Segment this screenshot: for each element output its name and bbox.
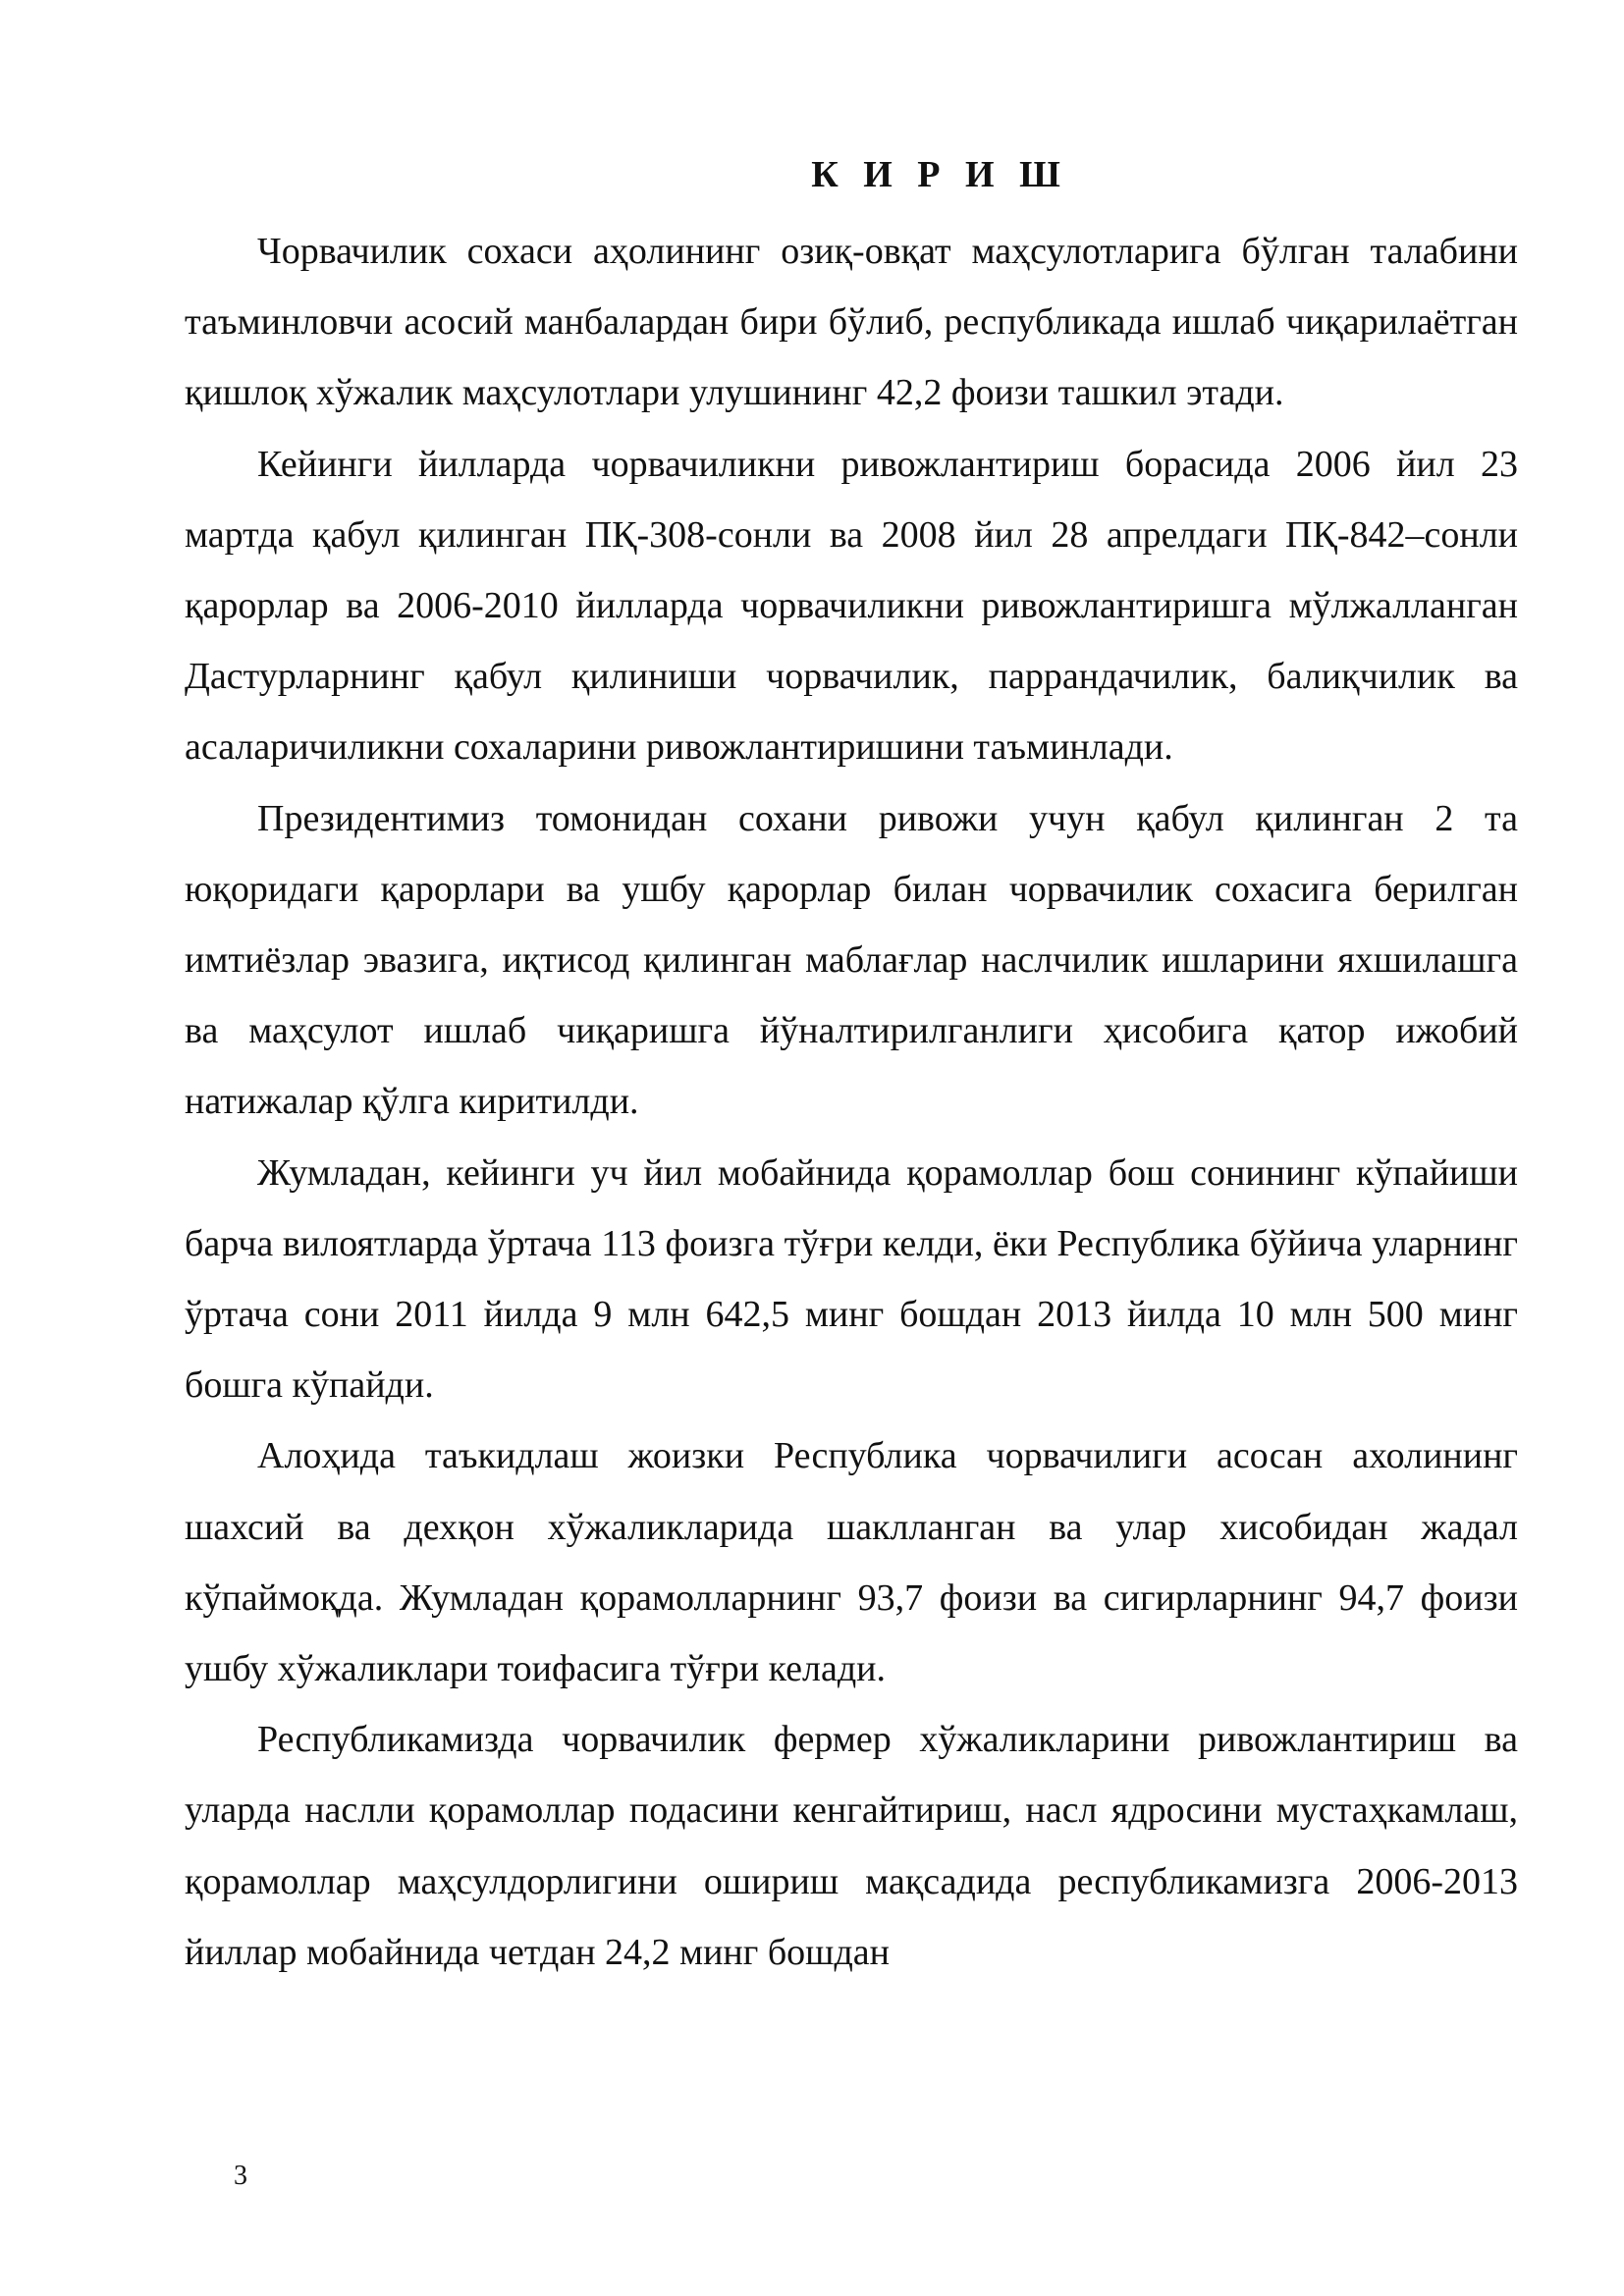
paragraph-6: Республикамизда чорвачилик фермер хўжаликларини ривожлантириш ва уларда наслли қорамоллар подасини кенгайтириш, насл ядросини мустаҳкамлаш, қорамоллар маҳсулдорлигини ошириш мақсадида республикамизга 2006-2013 йиллар мобайнида четдан 24,2 минг бошдан [185,1719,1518,1973]
page-number: 3 [234,2161,247,2191]
document-body [185,147,1518,1988]
paragraph-1: Чорвачилик сохаси аҳолининг озиқ-овқат маҳсулотларига бўлган талабини таъминловчи асосий манбалардан бири бўлиб, республикада ишлаб чиқарилаётган қишлоқ хўжалик маҳсулотлари улушининг 42,2 фоизи ташкил этади. [185,231,1518,414]
document-heading: К И Р И Ш [811,154,1068,195]
paragraph-5: Алоҳида таъкидлаш жоизки Республика чорвачилиги асосан ахолининг шахсий ва дехқон хўжаликларида шаклланган ва улар хисобидан жадал кўпаймоқда. Жумладан қорамолларнинг 93,7 фоизи ва сигирларнинг 94,7 фоизи ушбу хўжаликлари тоифасига тўғри келади. [185,1435,1518,1690]
paragraph-3: Президентимиз томонидан сохани ривожи учун қабул қилинган 2 та юқоридаги қарорлари ва ушбу қарорлар билан чорвачилик сохасига берилган имтиёзлар эвазига, иқтисод қилинган маблағлар наслчилик ишларини яхшилашга ва маҳсулот ишлаб чиқаришга йўналтирилганлиги ҳисобига қатор ижобий натижалар қўлга киритилди. [185,797,1518,1123]
paragraph-2: Кейинги йилларда чорвачиликни ривожлантириш борасида 2006 йил 23 мартда қабул қилинган ПҚ-308-сонли ва 2008 йил 28 апрелдаги ПҚ-842–сонли қарорлар ва 2006-2010 йилларда чорвачиликни ривожлантиришга мўлжалланган Дастурларнинг қабул қилиниши чорвачилик, паррандачилик, балиқчилик ва асаларичиликни сохаларини ривожлантиришини таъминлади. [185,443,1518,769]
paragraph-4: Жумладан, кейинги уч йил мобайнида қорамоллар бош сонининг кўпайиши барча вилоятларда ўртача 113 фоизга тўғри келди, ёки Республика бўйича уларнинг ўртача сони 2011 йилда 9 млн 642,5 минг бошдан 2013 йилда 10 млн 500 минг бошга кўпайди. [185,1151,1518,1407]
